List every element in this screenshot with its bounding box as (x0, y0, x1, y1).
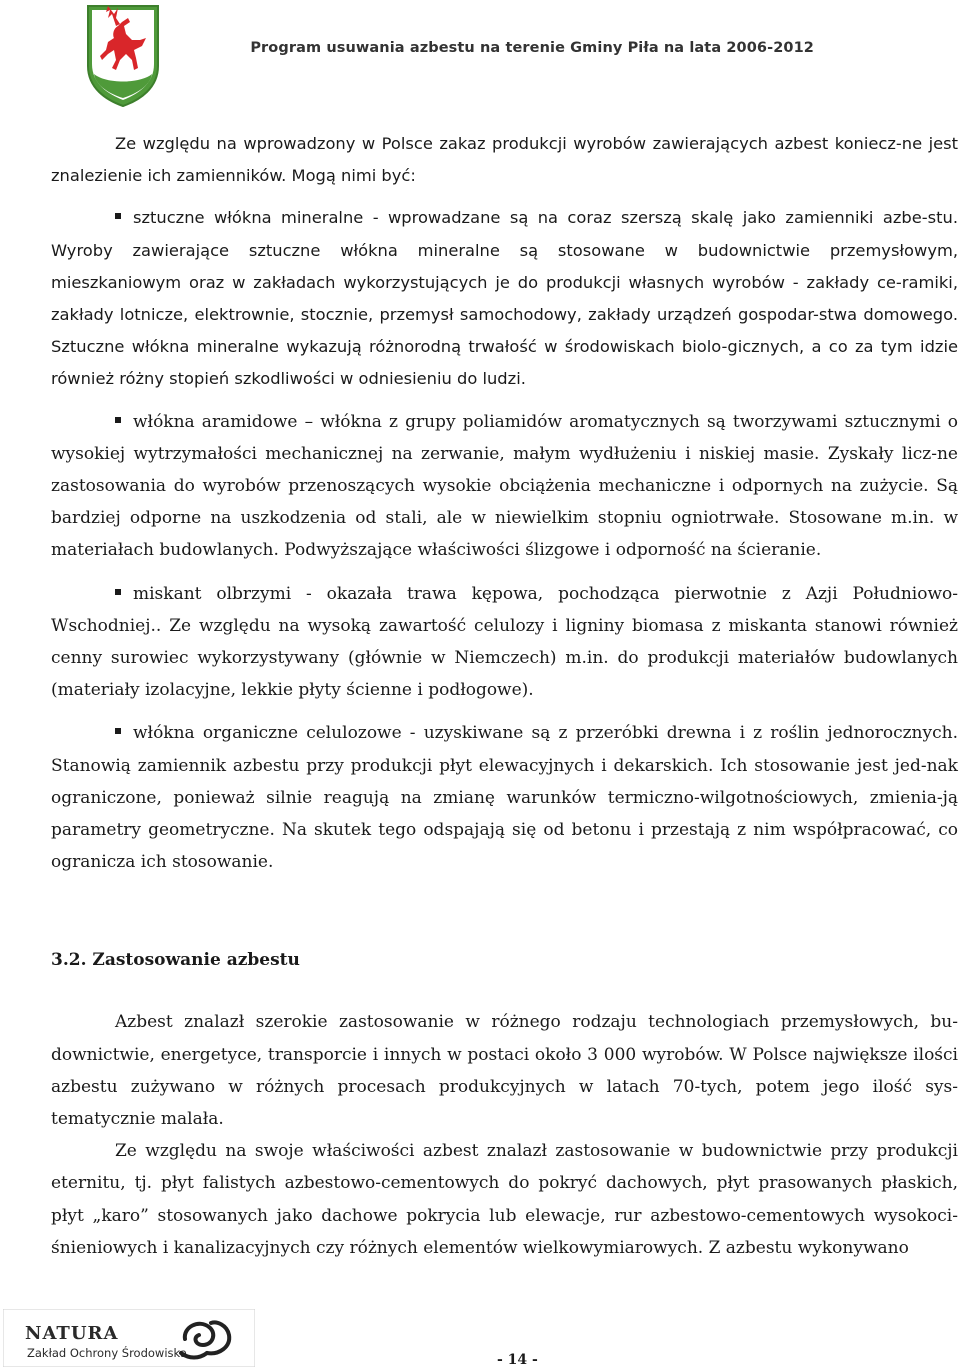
list-item-text: miskant olbrzymi - okazała trawa kępowa, pochodząca pierwotnie z Azji Południowo-Wschodniej.. Ze względu na wysoką zawartość celulozy i ligniny biomasa z miskanta stanowi również cenny surowiec wykorzystywany (głównie w Niemczech) m.in. do produkcji materiałów budowlanych (materiały izolacyjne, lekkie płyty ścienne i podłogowe). (51, 583, 958, 701)
paragraph-section-1: Azbest znalazł szerokie zastosowanie w różnego rodzaju technologiach przemysłowych, bu-downictwie, energetyce, transporcie i innych w postaci około 3 000 wyrobów. W Polsce największe ilości azbestu zużywano w różnych procesach produkcyjnych w latach 70-tych, potem jego ilość sys-tematycznie malała. (51, 1012, 958, 1130)
natura-logo (3, 1309, 255, 1367)
paragraph-intro: Ze względu na wprowadzony w Polsce zakaz produkcji wyrobów zawierających azbest koniecz-ne jest znalezienie ich zamienników. Mogą nimi być: (51, 134, 958, 186)
list-item-text: sztuczne włókna mineralne - wprowadzane są na coraz szerszą skalę jako zamienniki azbe-stu. Wyroby zawierające sztuczne włókna mineralne są stosowane w budownictwie przemysłowym, mieszkaniowym oraz w zakładach wykorzystujących je do produkcji własnych wyrobów - zakłady ce-ramiki, zakłady lotnicze, elektrownie, stocznie, przemysł samochodowy, zakłady urządzeń gospodar-stwa domowego. Sztuczne włókna mineralne wykazują różnorodną trwałość w środowiskach biolo-gicznych, a co za tym idzie również różny stopień szkodliwości w odniesieniu do ludzi. (51, 208, 958, 389)
list-item-text: włókna organiczne celulozowe - uzyskiwane są z przeróbki drewna i z roślin jednorocznych. Stanowią zamiennik azbestu przy produkcji płyt elewacyjnych i dekarskich. Ich stosowanie jest jed-nak ograniczone, ponieważ silnie reagują na zmianę warunków termiczno-wilgotnościowych, zmienia-ją parametry geometryczne. Na skutek tego odspajają się od betonu i przestają z nim współpracować, co ogranicza ich stosowanie. (51, 723, 958, 873)
footer-logo (3, 1309, 255, 1367)
list-item-text: włókna aramidowe – włókna z grupy poliamidów aromatycznych są tworzywami sztucznymi o wysokiej wytrzymałości mechanicznej na zerwanie, małym wydłużeniu i niskiej masie. Zyskały licz-ne zastosowania do wyrobów przenoszących wysokie obciążenia mechaniczne i odpornych na zużycie. Są bardziej odporne na uszkodzenia od stali, ale w niewielkim stopniu ogniotrwałe. Stosowane m.in. w materiałach budowlanych. Podwyższające właściwości ślizgowe i odporność na ścieranie. (51, 411, 958, 561)
logo-subtitle: Zakład Ochrony Środowiska (27, 1346, 188, 1360)
page-number: - 14 - (497, 1352, 538, 1368)
list-item (51, 406, 958, 567)
section-heading: 3.2. Zastosowanie azbestu (51, 950, 300, 971)
list-item (51, 202, 958, 395)
bullet-icon (115, 589, 121, 595)
bullet-icon (115, 417, 121, 423)
paragraph-section-2: Ze względu na swoje właściwości azbest znalazł zastosowanie w budownictwie przy produkcji eternitu, tj. płyt falistych azbestowo-cementowych do pokryć dachowych, płyt prasowanych płaskich, płyt „karo” stosowanych jako dachowe pokrycia lub elewacje, rur azbestowo-cementowych wysokoci-śnieniowych i kanalizacyjnych czy różnych elementów wielkowymiarowych. Z azbestu wykonywano (51, 1141, 958, 1258)
list-item (51, 717, 958, 878)
bullet-icon (115, 213, 121, 219)
document-body (51, 128, 958, 1264)
document-title: Program usuwania azbestu na terenie Gminy Piła na lata 2006-2012 (250, 40, 814, 56)
list-item (51, 578, 958, 707)
page-header (0, 0, 960, 108)
deer-coat-of-arms-icon (86, 4, 160, 108)
bullet-icon (115, 728, 121, 734)
logo-name: NATURA (25, 1323, 119, 1344)
